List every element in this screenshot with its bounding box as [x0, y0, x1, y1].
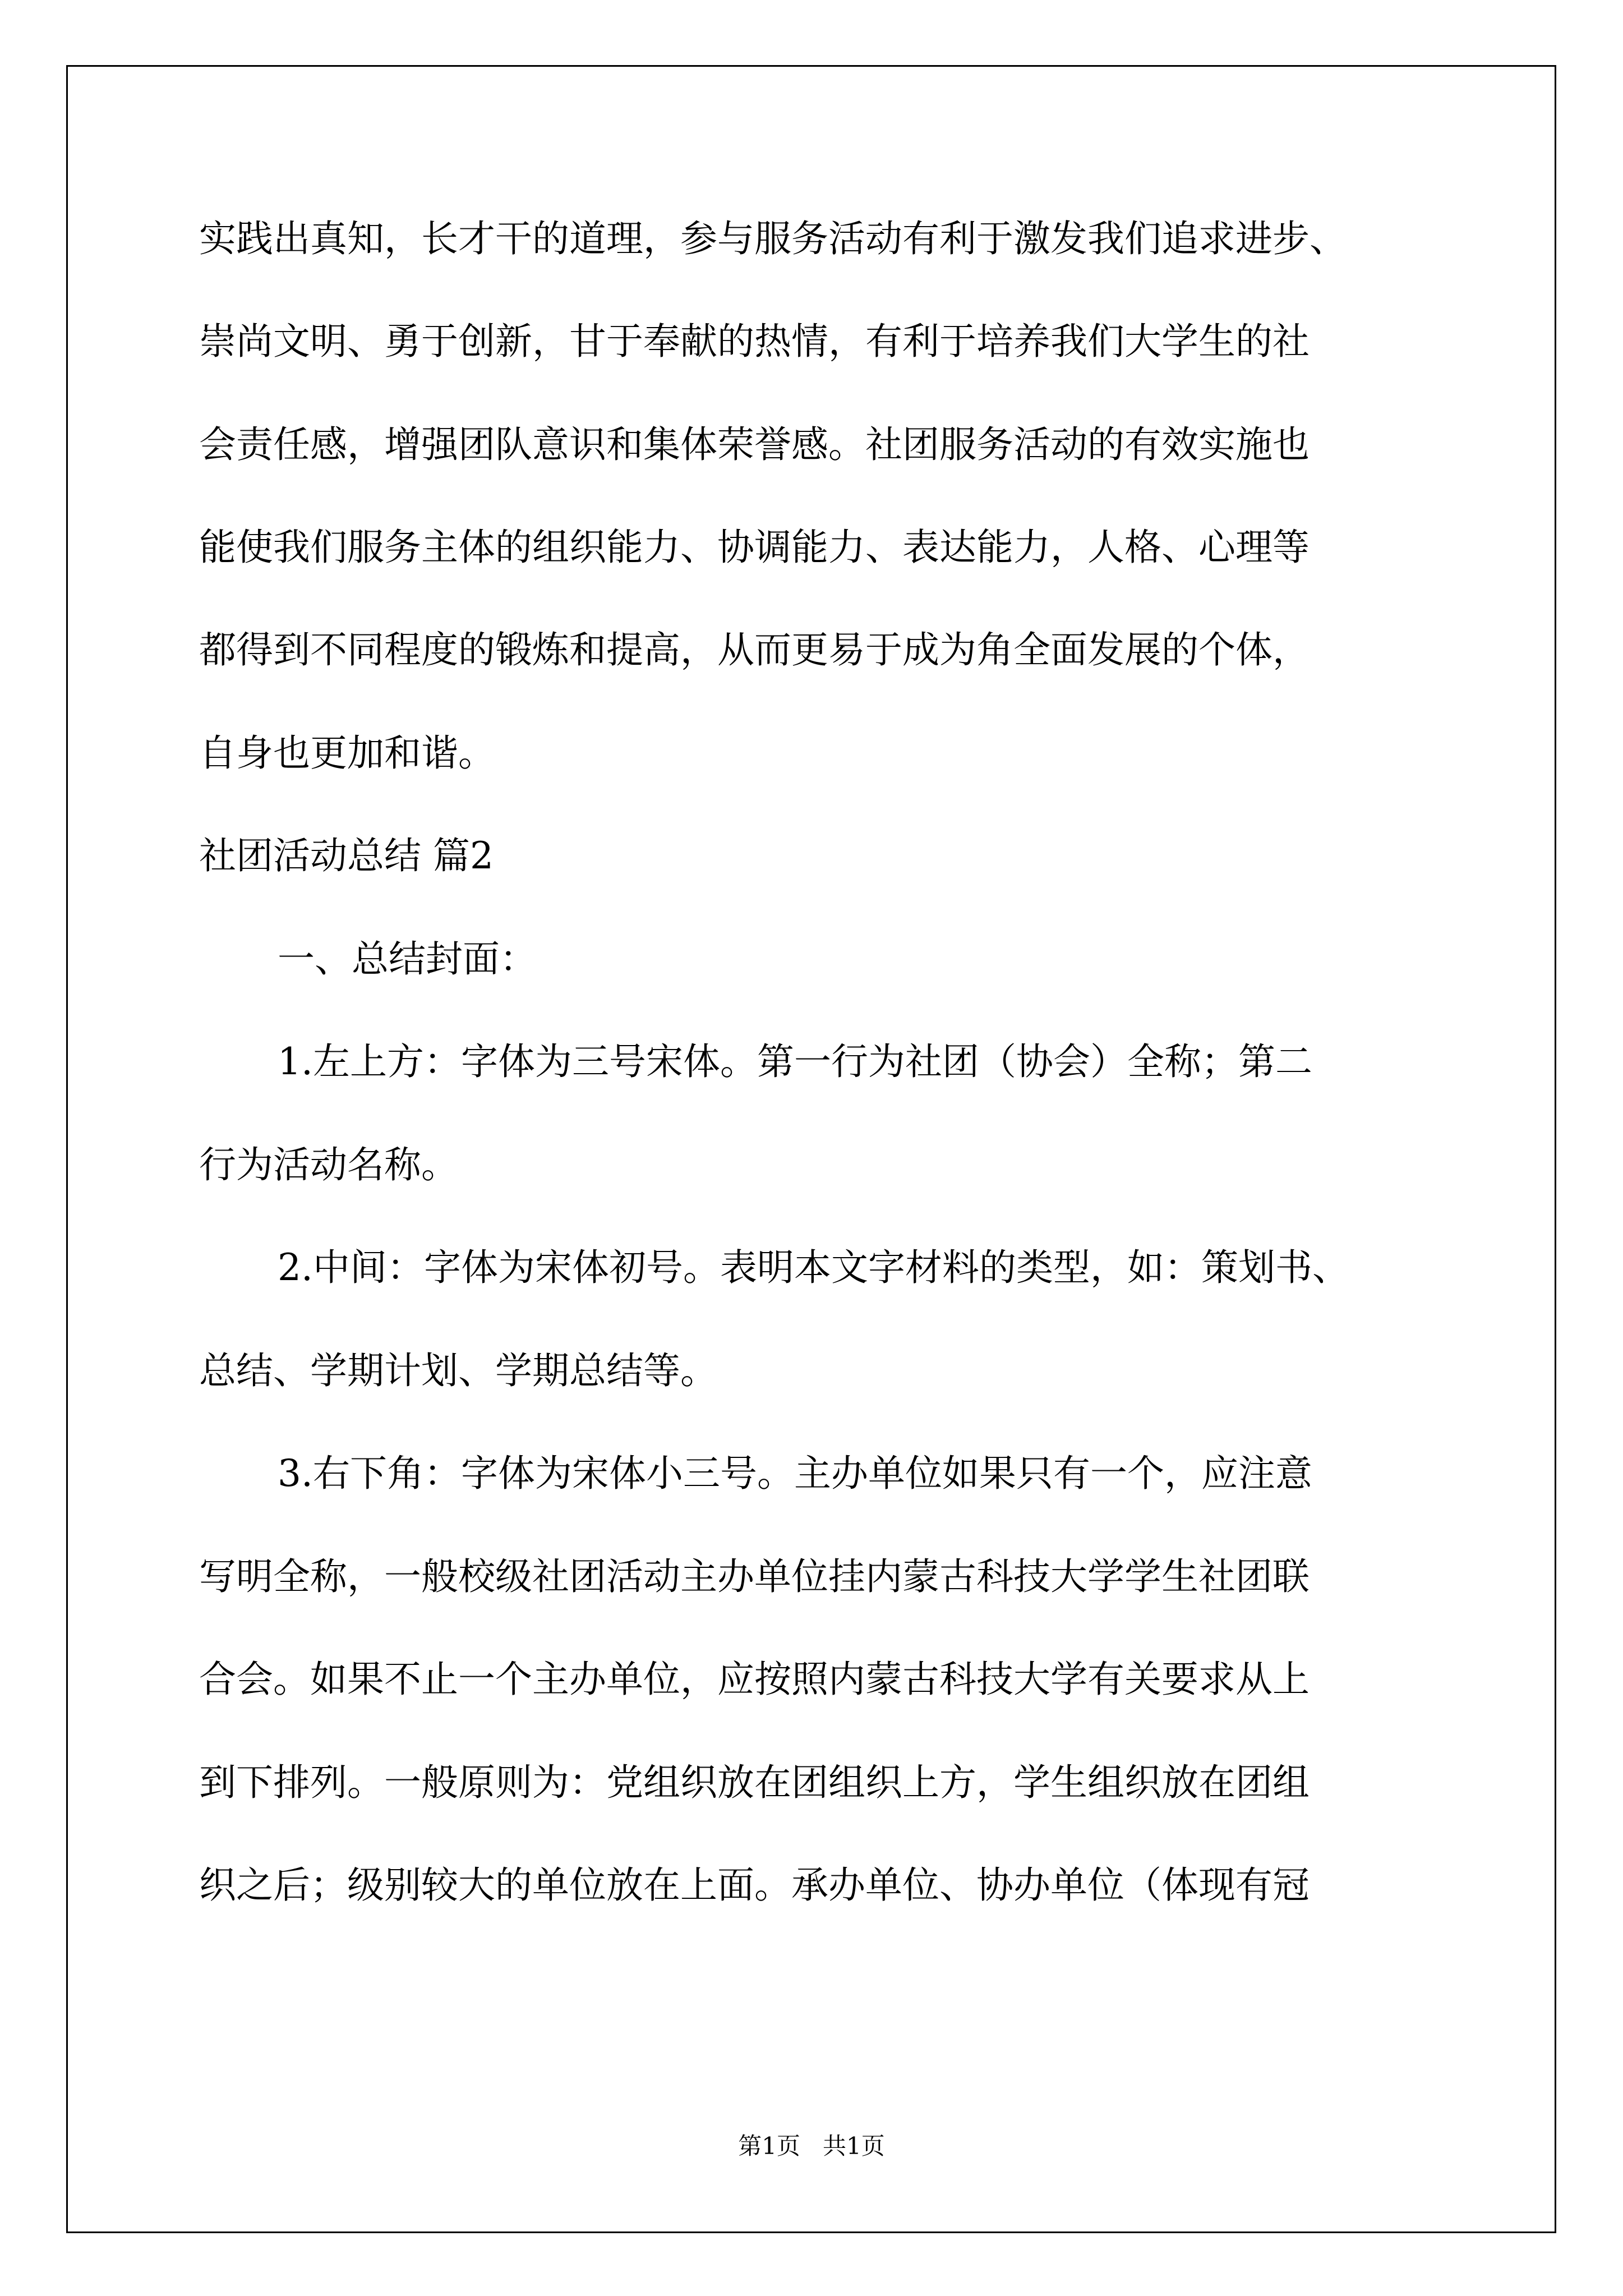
- body-text-line: 1.左上方：字体为三号宋体。第一行为社团（协会）全称；第二: [278, 1040, 1312, 1083]
- list-heading: 一、总结封面：: [278, 937, 537, 981]
- section-heading: 社团活动总结 篇2: [199, 834, 494, 877]
- body-text-line: 2.中间：字体为宋体初号。表明本文字材料的类型，如：策划书、: [278, 1246, 1349, 1289]
- body-text-line: 自身也更加和谐。: [199, 731, 495, 775]
- page-footer: 第1页 共1页: [738, 2132, 885, 2160]
- body-text-line: 到下排列。一般原则为：党组织放在团组织上方，学生组织放在团组: [199, 1761, 1310, 1804]
- body-text-line: 写明全称，一般校级社团活动主办单位挂内蒙古科技大学学生社团联: [199, 1555, 1310, 1598]
- body-text-line: 都得到不同程度的锻炼和提高，从而更易于成为角全面发展的个体，: [199, 628, 1310, 671]
- body-text-line: 会责任感，增强团队意识和集体荣誉感。社团服务活动的有效实施也: [199, 423, 1310, 466]
- body-text-line: 实践出真知，长才干的道理，参与服务活动有利于激发我们追求进步、: [199, 217, 1347, 260]
- body-text-line: 3.右下角：字体为宋体小三号。主办单位如果只有一个，应注意: [278, 1452, 1312, 1495]
- body-text-line: 总结、学期计划、学期总结等。: [199, 1349, 717, 1392]
- body-text-line: 行为活动名称。: [199, 1143, 458, 1186]
- body-text-line: 织之后；级别较大的单位放在上面。承办单位、协办单位（体现有冠: [199, 1864, 1310, 1907]
- body-text-line: 崇尚文明、勇于创新，甘于奉献的热情，有利于培养我们大学生的社: [199, 320, 1310, 363]
- body-text-line: 能使我们服务主体的组织能力、协调能力、表达能力，人格、心理等: [199, 526, 1310, 569]
- body-text-line: 合会。如果不止一个主办单位，应按照内蒙古科技大学有关要求从上: [199, 1658, 1310, 1701]
